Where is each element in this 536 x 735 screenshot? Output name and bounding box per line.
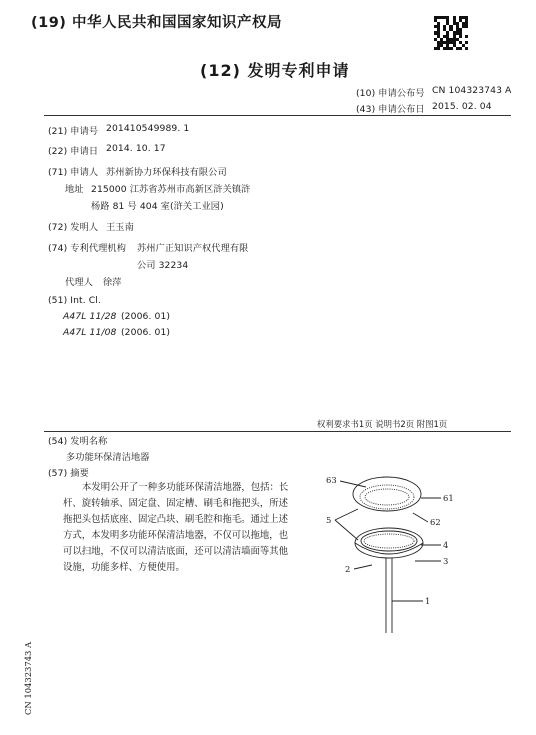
- address-label: 地址: [65, 184, 84, 195]
- agent: 徐萍: [103, 277, 122, 288]
- inventor: 王玉南: [106, 222, 134, 233]
- agency-line-1: 苏州广正知识产权代理有限: [137, 243, 249, 254]
- application-date: 2014. 10. 17: [106, 143, 166, 154]
- qr-code-icon: [434, 16, 468, 50]
- label-3: 3: [443, 556, 449, 566]
- publication-date: 2015. 02. 04: [432, 101, 492, 112]
- page-count-info: 权利要求书1页 说明书2页 附图1页: [317, 419, 448, 429]
- title-label: (54) 发明名称: [48, 436, 108, 447]
- application-number: 201410549989. 1: [106, 123, 190, 134]
- agency-label: (74) 专利代理机构: [48, 243, 127, 254]
- applicant: 苏州新协力环保科技有限公司: [106, 167, 227, 178]
- intcl-label: (51) Int. Cl.: [48, 295, 101, 306]
- document-type: (12) 发明专利申请: [200, 61, 350, 80]
- label-5: 5: [326, 515, 332, 525]
- agency-line-2: 公司 32234: [137, 260, 189, 271]
- label-63: 63: [326, 475, 337, 485]
- ipc-code: A47L 11/28: [63, 311, 117, 322]
- label-61: 61: [443, 493, 454, 503]
- side-publication-number: CN 104323743 A: [23, 641, 33, 715]
- publication-date-label: (43) 申请公布日: [356, 104, 425, 115]
- application-date-label: (22) 申请日: [48, 146, 99, 157]
- inventor-label: (72) 发明人: [48, 222, 99, 233]
- agent-label: 代理人: [65, 277, 93, 288]
- office-name: (19) 中华人民共和国国家知识产权局: [31, 15, 282, 31]
- publication-number: CN 104323743 A: [432, 85, 512, 96]
- patent-drawing: [300, 465, 460, 645]
- address-line-1: 215000 江苏省苏州市高新区浒关镇浒: [91, 184, 251, 195]
- ipc-version: (2006. 01): [121, 327, 171, 338]
- publication-number-label: (10) 申请公布号: [356, 88, 425, 99]
- label-4: 4: [443, 540, 449, 550]
- abstract-text: 本发明公开了一种多功能环保清洁地器，包括：长杆、旋转轴承、固定盘、固定槽、刷毛和拖把头，所述拖把头包括底座、固定凸块、刷毛腔和拖毛。通过上述方式，本发明多功能环保清洁地器，不仅可以拖地，也可以扫地，不仅可以清洁底面，还可以清洁墙面等其他设施，功能多样、方便使用。: [63, 482, 289, 574]
- abstract-label: (57) 摘要: [48, 468, 89, 479]
- brush-head-outer: [353, 477, 421, 511]
- ipc-version: (2006. 01): [121, 311, 171, 322]
- header-rule: [44, 115, 511, 116]
- applicant-label: (71) 申请人: [48, 167, 99, 178]
- address-line-2: 杨路 81 号 404 室(浒关工业园): [91, 201, 224, 212]
- application-number-label: (21) 申请号: [48, 126, 99, 137]
- body-rule: [44, 431, 511, 432]
- label-62: 62: [430, 517, 441, 527]
- label-2: 2: [345, 564, 351, 574]
- ipc-code: A47L 11/08: [63, 327, 117, 338]
- invention-title: 多功能环保清洁地器: [66, 452, 150, 463]
- label-1: 1: [425, 596, 431, 606]
